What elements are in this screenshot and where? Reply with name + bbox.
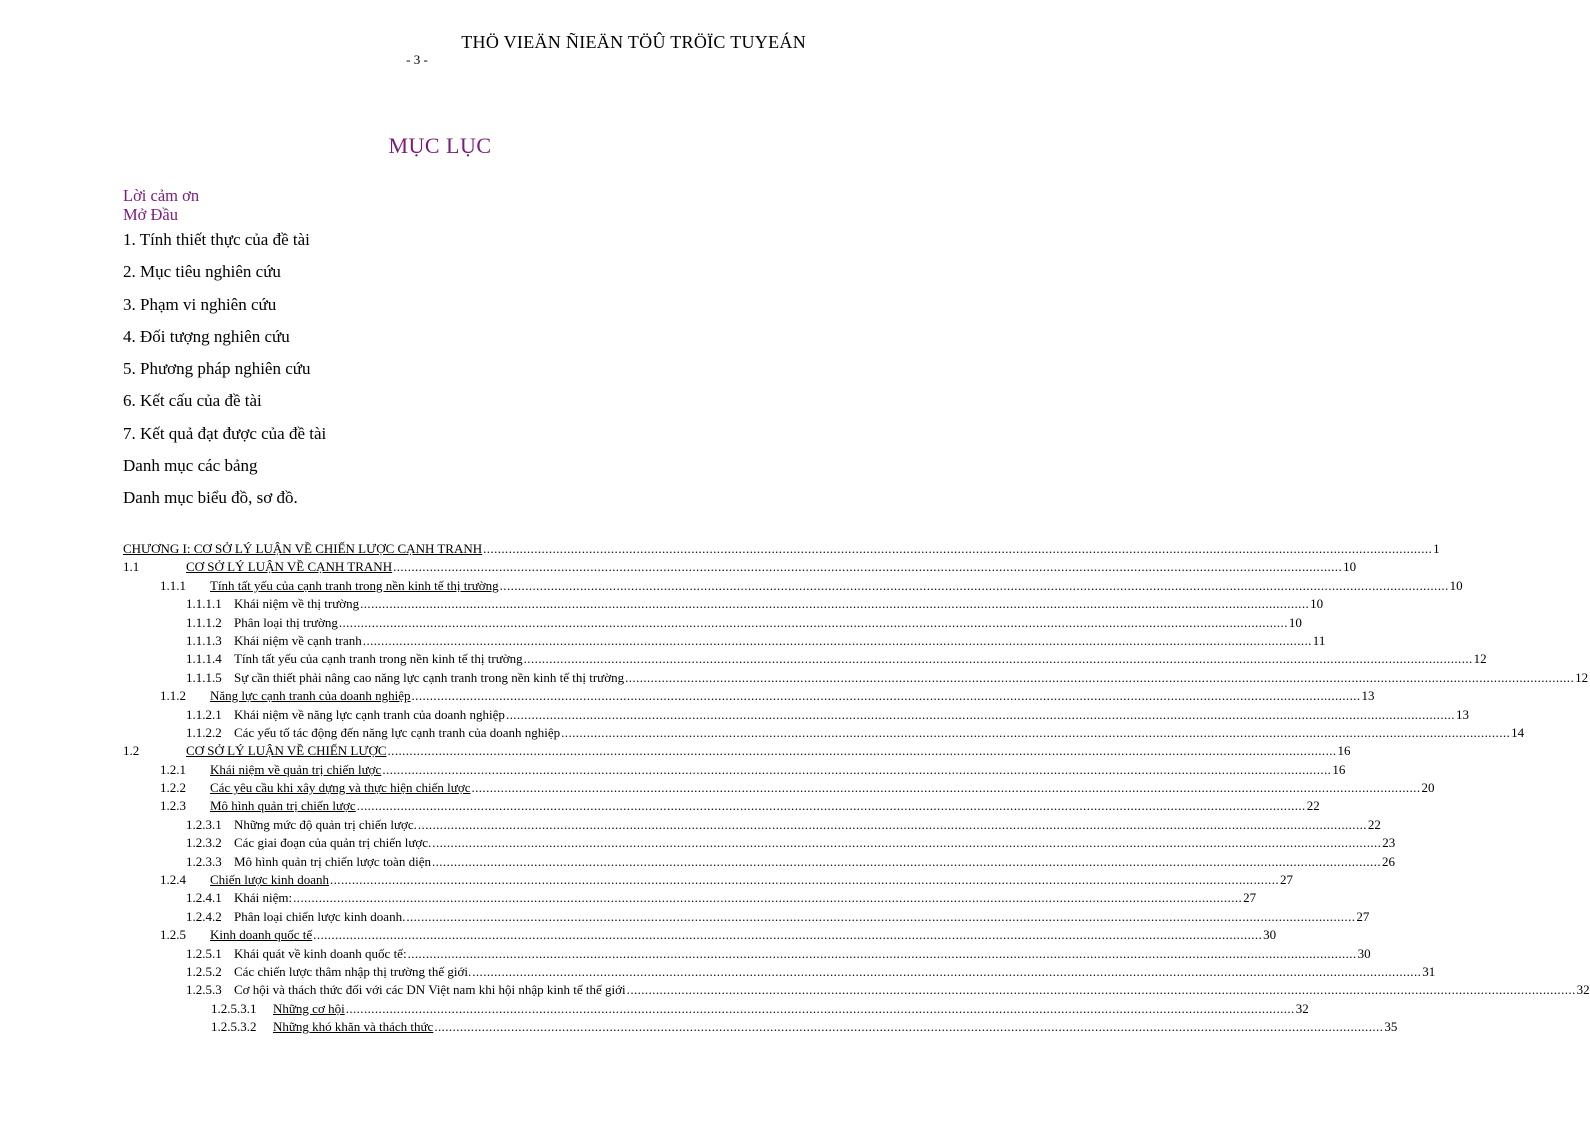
toc-entry-number: 1.1.1.2 xyxy=(186,614,222,630)
toc-entry-number: 1.1.1.1 xyxy=(186,596,222,612)
intro-section-item: 3. Phạm vi nghiên cứu xyxy=(123,294,277,314)
toc-dot-leader: .................................................................................................................................................................................................................................................................... xyxy=(338,614,1288,630)
toc-dot-leader: .................................................................................................................................................................................................................................................................... xyxy=(330,872,1279,888)
toc-entry-number: 1.2.5.3 xyxy=(186,982,222,998)
table-of-contents xyxy=(123,540,1590,1037)
toc-entry[interactable] xyxy=(123,779,1435,797)
toc-entry[interactable] xyxy=(123,797,1320,815)
toc-dot-leader: .................................................................................................................................................................................................................................................................... xyxy=(356,798,1306,814)
toc-entry-title: Các yêu cầu khi xây dựng và thực hiện chiến lược xyxy=(210,780,471,796)
toc-entry-title: Những cơ hội xyxy=(273,1000,345,1016)
toc-entry-page: 30 xyxy=(1357,945,1371,961)
toc-entry-title: Năng lực cạnh tranh của doanh nghiệp xyxy=(210,688,411,704)
toc-entry-number: 1.2.2 xyxy=(160,780,186,796)
toc-entry-title: Khái niệm về năng lực cạnh tranh của doanh nghiệp xyxy=(234,706,505,722)
toc-dot-leader: .................................................................................................................................................................................................................................................................... xyxy=(431,853,1381,869)
toc-entry-title: Những mức độ quản trị chiến lược. xyxy=(234,816,417,832)
toc-dot-leader: .................................................................................................................................................................................................................................................................... xyxy=(472,963,1422,979)
toc-entry-title: CƠ SỞ LÝ LUẬN VỀ CẠNH TRANH xyxy=(186,559,393,575)
toc-entry[interactable] xyxy=(123,981,1590,999)
front-matter-item[interactable]: Mở Đầu xyxy=(123,205,179,224)
toc-dot-leader: .................................................................................................................................................................................................................................................................... xyxy=(313,927,1263,943)
page-number: - 3 - xyxy=(406,52,428,67)
toc-entry[interactable] xyxy=(123,687,1375,705)
intro-section-item: 5. Phương pháp nghiên cứu xyxy=(123,359,311,379)
toc-entry-number: 1.1.2 xyxy=(160,688,186,704)
toc-entry-number: 1.2.5 xyxy=(160,927,186,943)
toc-entry[interactable] xyxy=(123,853,1395,871)
toc-entry-title: Các giai đoạn của quản trị chiến lược. xyxy=(234,835,432,851)
toc-entry-page: 13 xyxy=(1455,706,1469,722)
toc-dot-leader: .................................................................................................................................................................................................................................................................... xyxy=(406,908,1356,924)
toc-entry-number: 1.1.2.2 xyxy=(186,724,222,740)
toc-entry-title: Khái quát về kinh doanh quốc tế: xyxy=(234,945,407,961)
toc-entry-title: Tính tất yếu của cạnh tranh trong nền kinh tế thị trường xyxy=(210,577,499,593)
toc-entry-page: 14 xyxy=(1511,724,1525,740)
toc-entry-number: 1.1.1.5 xyxy=(186,669,222,685)
toc-dot-leader: .................................................................................................................................................................................................................................................................... xyxy=(523,651,1473,667)
toc-entry-page: 10 xyxy=(1343,559,1357,575)
intro-sections-list xyxy=(123,228,326,519)
intro-section-item: 6. Kết cấu của đề tài xyxy=(123,391,262,411)
toc-entry-page: 11 xyxy=(1312,632,1326,648)
toc-entry-page: 16 xyxy=(1337,743,1351,759)
toc-entry[interactable] xyxy=(123,540,1440,558)
toc-entry[interactable] xyxy=(123,889,1257,907)
toc-entry-title: Các chiến lược thâm nhập thị trường thế giới. xyxy=(234,963,472,979)
toc-entry-page: 1 xyxy=(1433,541,1440,556)
toc-entry-title: Sự cần thiết phải nâng cao năng lực cạnh tranh trong nền kinh tế thị trường xyxy=(234,669,625,685)
toc-entry-title: Những khó khăn và thách thức xyxy=(273,1019,434,1035)
page-title: MỤC LỤC xyxy=(388,133,492,158)
toc-entry-number: 1.1.1.4 xyxy=(186,651,222,667)
toc-entry-page: 10 xyxy=(1288,614,1302,630)
toc-entry[interactable] xyxy=(123,761,1346,779)
front-matter-item[interactable]: Lời cảm ơn xyxy=(123,186,200,205)
toc-entry-title: Tính tất yếu của cạnh tranh trong nền kinh tế thị trường xyxy=(234,651,523,667)
toc-entry-page: 35 xyxy=(1384,1019,1398,1035)
toc-entry-page: 22 xyxy=(1306,798,1320,814)
toc-entry[interactable] xyxy=(123,669,1589,687)
toc-entry[interactable] xyxy=(123,742,1351,760)
toc-entry-title: Chiến lược kinh doanh xyxy=(210,872,329,888)
toc-dot-leader: .................................................................................................................................................................................................................................................................... xyxy=(362,632,1312,648)
intro-section-item: 7. Kết quả đạt được của đề tài xyxy=(123,423,327,443)
toc-entry[interactable] xyxy=(123,926,1277,944)
toc-entry-page: 10 xyxy=(1310,596,1324,612)
toc-dot-leader: .................................................................................................................................................................................................................................................................... xyxy=(360,596,1310,612)
intro-section-item: Danh mục các bảng xyxy=(123,456,258,476)
toc-entry[interactable] xyxy=(123,945,1371,963)
toc-entry-page: 20 xyxy=(1421,780,1435,796)
toc-dot-leader: .................................................................................................................................................................................................................................................................... xyxy=(411,688,1361,704)
toc-dot-leader: .................................................................................................................................................................................................................................................................... xyxy=(293,890,1243,906)
toc-entry-page: 16 xyxy=(1332,761,1346,777)
toc-entry-page: 30 xyxy=(1263,927,1277,943)
toc-entry-number: 1.2.4.1 xyxy=(186,890,222,906)
toc-entry-page: 23 xyxy=(1382,835,1396,851)
toc-dot-leader: .................................................................................................................................................................................................................................................................... xyxy=(505,706,1455,722)
toc-dot-leader: .................................................................................................................................................................................................................................................................... xyxy=(345,1000,1295,1016)
toc-entry-number: 1.2.3.2 xyxy=(186,835,222,851)
toc-dot-leader: .................................................................................................................................................................................................................................................................... xyxy=(407,945,1357,961)
toc-dot-leader: .................................................................................................................................................................................................................................................................... xyxy=(387,743,1337,759)
intro-section-item: 1. Tính thiết thực của đề tài xyxy=(123,230,310,249)
toc-dot-leader: .................................................................................................................................................................................................................................................................... xyxy=(561,724,1511,740)
toc-entry-page: 12 xyxy=(1575,669,1589,685)
toc-entry-title: Kinh doanh quốc tế xyxy=(210,927,313,943)
toc-entry-title: Khái niệm về quản trị chiến lược xyxy=(210,761,382,777)
toc-entry-number: 1.2.5.3.2 xyxy=(211,1019,257,1035)
toc-dot-leader: .................................................................................................................................................................................................................................................................... xyxy=(499,577,1449,593)
toc-entry-number: 1.2.4 xyxy=(160,872,186,888)
toc-dot-leader: .................................................................................................................................................................................................................................................................... xyxy=(626,982,1576,998)
toc-entry-page: 10 xyxy=(1449,577,1463,593)
toc-entry[interactable] xyxy=(123,724,1525,742)
toc-dot-leader: .................................................................................................................................................................................................................................................................... xyxy=(393,559,1343,575)
toc-entry-number: 1.1.1 xyxy=(160,577,186,593)
toc-entry-number: 1.2.5.3.1 xyxy=(211,1000,257,1016)
toc-entry-title: CƠ SỞ LÝ LUẬN VỀ CHIẾN LƯỢC xyxy=(186,743,387,759)
toc-entry-page: 26 xyxy=(1381,853,1395,869)
toc-entry-number: 1.2.5.1 xyxy=(186,945,222,961)
toc-entry-title: Cơ hội và thách thức đối với các DN Việt nam khi hội nhập kinh tế thế giới xyxy=(234,982,626,998)
toc-entry[interactable] xyxy=(123,816,1381,834)
toc-entry-title: Phân loại chiến lược kinh doanh. xyxy=(234,908,406,924)
header-site-title: THÖ VIEÄN ÑIEÄN TÖÛ TRÖÏC TUYEÁN xyxy=(461,32,806,52)
toc-entry-title: Các yếu tố tác động đến năng lực cạnh tranh của doanh nghiệp xyxy=(234,724,561,740)
toc-entry[interactable] xyxy=(123,558,1357,576)
toc-entry-number: 1.2.3.1 xyxy=(186,816,222,832)
toc-entry-number: 1.2.4.2 xyxy=(186,908,222,924)
toc-entry-page: 12 xyxy=(1473,651,1487,667)
toc-entry[interactable] xyxy=(123,650,1487,668)
toc-entry-page: 31 xyxy=(1422,963,1436,979)
toc-entry-page: 22 xyxy=(1367,816,1381,832)
toc-entry-title: Khái niệm: xyxy=(234,890,293,906)
front-matter xyxy=(123,186,199,224)
toc-entry-title: Khái niệm về thị trường xyxy=(234,596,360,612)
toc-entry[interactable] xyxy=(123,1018,1398,1036)
toc-entry[interactable] xyxy=(123,963,1436,981)
intro-section-item: 2. Mục tiêu nghiên cứu xyxy=(123,262,281,282)
toc-entry[interactable] xyxy=(123,1000,1309,1018)
toc-entry[interactable] xyxy=(123,577,1463,595)
toc-entry[interactable] xyxy=(123,834,1396,852)
toc-entry-title: Khái niệm về cạnh tranh xyxy=(234,632,362,648)
toc-entry-title: CHƯƠNG I: CƠ SỞ LÝ LUẬN VỀ CHIẾN LƯỢC CẠNH TRANH xyxy=(123,541,483,556)
intro-section-item: Danh mục biểu đồ, sơ đồ. xyxy=(123,488,298,508)
toc-entry-number: 1.2.5.2 xyxy=(186,963,222,979)
toc-dot-leader: .................................................................................................................................................................................................................................................................... xyxy=(417,816,1367,832)
toc-entry-page: 32 xyxy=(1576,982,1590,998)
toc-entry-number: 1.2.3 xyxy=(160,798,186,814)
toc-entry-number: 1.2.1 xyxy=(160,761,186,777)
toc-entry[interactable] xyxy=(123,595,1324,613)
toc-dot-leader: .................................................................................................................................................................................................................................................................... xyxy=(432,835,1382,851)
intro-section-item: 4. Đối tượng nghiên cứu xyxy=(123,326,290,346)
toc-entry-number: 1.2.3.3 xyxy=(186,853,222,869)
toc-entry-number: 1.2 xyxy=(123,743,140,759)
toc-entry-page: 27 xyxy=(1280,872,1293,888)
toc-entry-title: Mô hình quản trị chiến lược xyxy=(210,798,356,814)
toc-entry[interactable] xyxy=(123,614,1302,632)
toc-entry-number: 1.1.1.3 xyxy=(186,632,222,648)
toc-dot-leader: .................................................................................................................................................................................................................................................................... xyxy=(625,669,1575,685)
toc-dot-leader: .................................................................................................................................................................................................................................................................... xyxy=(434,1019,1384,1035)
toc-entry-number: 1.1 xyxy=(123,559,140,575)
toc-entry-page: 27 xyxy=(1356,908,1370,924)
toc-entry-page: 13 xyxy=(1361,688,1375,704)
toc-entry[interactable] xyxy=(123,706,1469,724)
toc-entry-title: Phân loại thị trường xyxy=(234,614,338,630)
toc-entry-page: 27 xyxy=(1243,890,1257,906)
toc-entry[interactable] xyxy=(123,871,1293,889)
toc-dot-leader: .................................................................................................................................................................................................................................................................... xyxy=(382,761,1332,777)
toc-entry-page: 32 xyxy=(1295,1000,1309,1016)
toc-entry-title: Mô hình quản trị chiến lược toàn diện xyxy=(234,853,431,869)
toc-dot-leader: .................................................................................................................................................................................................................................................................... xyxy=(483,541,1433,556)
toc-entry[interactable] xyxy=(123,908,1370,926)
toc-entry-number: 1.1.2.1 xyxy=(186,706,222,722)
toc-entry[interactable] xyxy=(123,632,1326,650)
toc-dot-leader: .................................................................................................................................................................................................................................................................... xyxy=(471,780,1421,796)
